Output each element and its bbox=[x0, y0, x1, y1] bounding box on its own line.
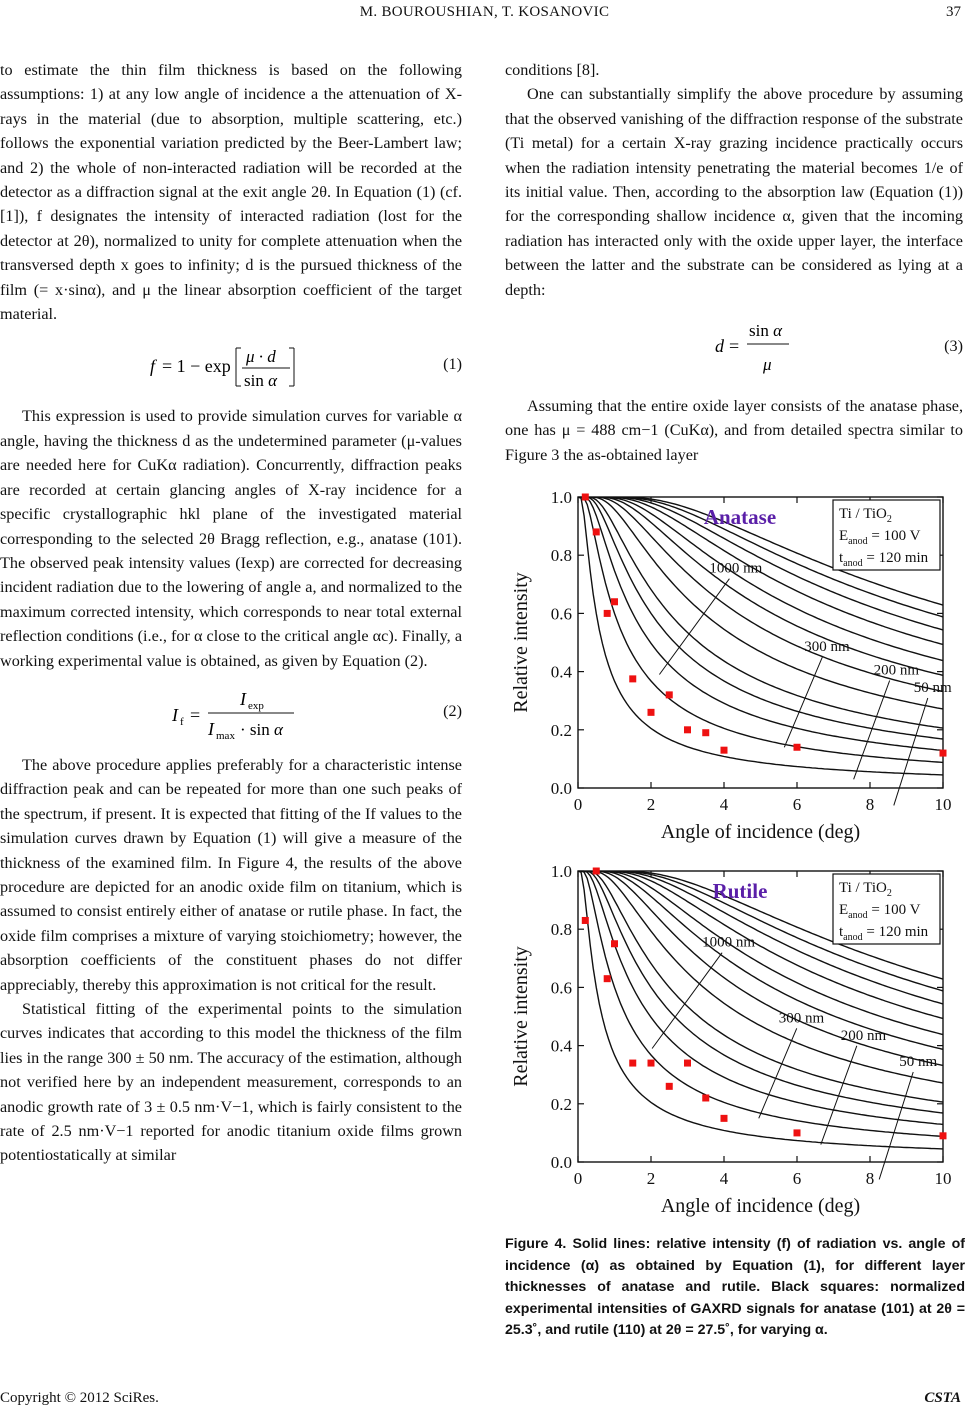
leader-line bbox=[759, 1028, 797, 1118]
x-tick-label: 0 bbox=[573, 1169, 583, 1188]
paragraph: to estimate the thin film thickness is based on the following assumptions: 1) at any low angle of incidence a the attenuation of X-rays in the material (due to absorption, multiple scattering, etc.) follows the exponential variation predicted by the Beer-Lambert law; and 2) the whole of non-interacted radiation will be recorded at the detector as a diffraction signal at the exit angle 2θ. In Equation (1) (cf. [1]), f designates the intensity of interacted radiation (lost for the detector at 2θ), normalized to unity for complete attenuation when the transversed depth x goes to infinity; d is the pursued thickness of the film (= x·sinα), and μ the linear absorption coefficient of the target material. bbox=[0, 61, 462, 324]
data-point bbox=[604, 975, 611, 982]
x-tick-label: 10 bbox=[934, 1169, 952, 1188]
equation-number: (1) bbox=[443, 355, 462, 374]
info-box-line: $E_{anod} = 100$ V bbox=[839, 902, 921, 921]
anatase-chart bbox=[505, 478, 967, 850]
data-point bbox=[940, 1132, 947, 1139]
leader-line bbox=[821, 1046, 857, 1145]
svg-text:max: max bbox=[216, 729, 235, 742]
curve-label: 200 nm bbox=[873, 662, 920, 679]
paragraph: The above procedure applies preferably for a characteristic intense diffraction peak and can be repeated for more than one such peaks of the spectrum, if present. It is expected that fitting of the If values to the simulation curves drawn by Equation (1) will give a measure of the thickness of the examined film. In Figure 4, the results of the above procedure are depicted for an anodic oxide film on titanium, which is assumed to consist entirely either of anatase or rutile phase. In fact, the oxide film comprises a mixture of varying stoichiometry; however, the absorption coefficients of the constituent phases do not differ appreciably, thereby this approximation is not critical for the result. bbox=[0, 755, 462, 994]
journal-name: CSTA bbox=[924, 1390, 961, 1406]
equation-2-formula bbox=[0, 681, 380, 743]
y-tick-label: 0.2 bbox=[550, 720, 572, 740]
svg-text:μ: μ bbox=[763, 355, 772, 375]
right-column bbox=[505, 58, 963, 467]
x-tick-label: 2 bbox=[646, 795, 656, 814]
data-point bbox=[648, 1060, 655, 1067]
running-title: M. BOUROUSHIAN, T. KOSANOVIC bbox=[359, 4, 610, 20]
svg-text:f: f bbox=[180, 715, 184, 728]
paragraph: This expression is used to provide simulation curves for variable α angle, having the thickness d as the undetermined parameter (μ-values are needed here for CuKα radiation). Concurrently, diffraction peaks are recorded at certain glancing angles of X-ray incidence for a specific crystallographic hkl plane of the investigated material corresponding to the selected 2θ Bragg reflection, e.g., anatase (101). The observed peak intensity values (Iexp) are corrected for decreasing incident radiation due to the lowering of angle a, and normalized to the maximum corrected intensity, which corresponds to near total external reflection conditions (i.e., for α close to the critical angle αc). Finally, a working experimental value is obtained, as given by Equation (2). bbox=[0, 407, 462, 670]
page-number: 37 bbox=[946, 4, 961, 20]
equation-number: (3) bbox=[944, 337, 963, 356]
figure-panel-anatase bbox=[505, 478, 967, 855]
curve-label: 1000 nm bbox=[702, 934, 756, 951]
equation-3-formula bbox=[505, 310, 885, 384]
x-tick-label: 4 bbox=[719, 1169, 729, 1188]
data-point bbox=[611, 598, 618, 605]
x-axis-label: Angle of incidence (deg) bbox=[660, 1195, 861, 1217]
svg-text:· sin α: · sin α bbox=[240, 719, 283, 739]
data-point bbox=[604, 610, 611, 617]
curve-label: 300 nm bbox=[778, 1010, 825, 1027]
left-column bbox=[0, 58, 462, 1168]
y-axis-label: Relative intensity bbox=[510, 946, 532, 1087]
y-tick-label: 1.0 bbox=[550, 862, 572, 881]
svg-text:I: I bbox=[240, 688, 246, 709]
rutile-chart bbox=[505, 852, 967, 1224]
curve-label: 200 nm bbox=[840, 1027, 887, 1044]
figure-panel-rutile bbox=[505, 852, 967, 1229]
svg-text:I: I bbox=[208, 718, 214, 739]
svg-text:=: = bbox=[190, 704, 201, 725]
data-point bbox=[794, 1129, 801, 1136]
data-point bbox=[582, 494, 589, 501]
data-point bbox=[582, 917, 589, 924]
curve-label: 300 nm bbox=[804, 639, 850, 656]
svg-text:μ · d: μ · d bbox=[246, 347, 276, 367]
data-point bbox=[794, 744, 801, 751]
copyright: Copyright © 2012 SciRes. bbox=[0, 1390, 159, 1406]
figure-caption: Figure 4. Solid lines: relative intensity (f) of radiation vs. angle of incidence (α) as obtained by Equation (1), for different layer thicknesses of anatase and rutile. Black squares: normalized experimental intensities of GAXRD signals for anatase (101) at 2θ = 25.3˚, and rutile (110) at 2θ = 27.5˚, for varying α. bbox=[505, 1236, 965, 1338]
curve-label: 50 nm bbox=[913, 679, 952, 696]
svg-text:d: d bbox=[715, 336, 724, 357]
data-point bbox=[629, 675, 636, 682]
info-box-line: Ti / TiO$_2$ bbox=[839, 506, 892, 525]
y-tick-label: 0.2 bbox=[550, 1094, 572, 1114]
y-tick-label: 0.4 bbox=[550, 1036, 572, 1056]
data-point bbox=[648, 709, 655, 716]
leader-line bbox=[854, 681, 890, 780]
svg-text:exp: exp bbox=[248, 699, 264, 712]
svg-text:= 1 − exp: = 1 − exp bbox=[162, 356, 231, 377]
x-tick-label: 4 bbox=[719, 795, 729, 814]
leader-line bbox=[652, 953, 722, 1049]
leader-line bbox=[894, 698, 928, 805]
y-tick-label: 0.0 bbox=[550, 779, 572, 798]
info-box-line: $t_{anod} = 120$ min bbox=[839, 924, 929, 943]
equation-1 bbox=[0, 334, 462, 394]
equation-3 bbox=[505, 310, 963, 384]
data-point bbox=[940, 750, 947, 757]
data-point bbox=[593, 868, 600, 875]
x-tick-label: 8 bbox=[865, 1169, 875, 1188]
x-tick-label: 10 bbox=[934, 795, 952, 814]
x-tick-label: 2 bbox=[646, 1169, 656, 1188]
data-point bbox=[629, 1060, 636, 1067]
equation-1-formula bbox=[0, 334, 380, 394]
equation-number: (2) bbox=[443, 701, 462, 720]
svg-text:I: I bbox=[172, 704, 178, 725]
y-tick-label: 0.4 bbox=[550, 662, 572, 682]
data-point bbox=[702, 729, 709, 736]
equation-2 bbox=[0, 681, 462, 743]
data-point bbox=[702, 1094, 709, 1101]
x-tick-label: 6 bbox=[792, 1169, 802, 1188]
info-box-line: $E_{anod} = 100$ V bbox=[839, 528, 921, 547]
y-tick-label: 0.8 bbox=[550, 920, 572, 940]
y-tick-label: 0.0 bbox=[550, 1153, 572, 1172]
info-box bbox=[833, 874, 940, 944]
data-point bbox=[684, 1060, 691, 1067]
y-tick-label: 0.6 bbox=[550, 604, 572, 624]
x-tick-label: 6 bbox=[792, 795, 802, 814]
y-tick-label: 1.0 bbox=[550, 488, 572, 507]
panel-title: Anatase bbox=[703, 505, 777, 529]
info-box-line: Ti / TiO$_2$ bbox=[839, 880, 892, 899]
paragraph: Assuming that the entire oxide layer consists of the anatase phase, one has μ = 488 cm−1 (CuKα), and from detailed spectra similar to Figure 3 the as-obtained layer bbox=[505, 397, 963, 464]
curve-label: 50 nm bbox=[899, 1053, 938, 1070]
info-box-line: $t_{anod} = 120$ min bbox=[839, 550, 929, 569]
data-point bbox=[721, 1115, 728, 1122]
x-tick-label: 8 bbox=[865, 795, 875, 814]
curve-label: 1000 nm bbox=[709, 560, 763, 577]
data-point bbox=[611, 940, 618, 947]
svg-text:sin α: sin α bbox=[749, 321, 783, 341]
paragraph: One can substantially simplify the above procedure by assuming that the observed vanishing of the diffraction response of the substrate (Ti metal) for a certain X-ray grazing incidence practically occurs when the radiation intensity penetrating the material becomes 1/e of its initial value. Then, according to the absorption law (Equation (1)) for the corresponding shallow incidence α, given that the incoming radiation has interacted only with the oxide upper layer, the interface between the latter and the substrate can be considered as lying at a depth: bbox=[505, 85, 963, 299]
data-point bbox=[666, 691, 673, 698]
panel-title: Rutile bbox=[712, 879, 768, 903]
paragraph: conditions [8]. bbox=[505, 61, 600, 79]
leader-line bbox=[879, 1072, 913, 1179]
data-point bbox=[684, 726, 691, 733]
y-tick-label: 0.6 bbox=[550, 978, 572, 998]
svg-text:f: f bbox=[150, 356, 156, 377]
info-box bbox=[833, 500, 940, 570]
paragraph: Statistical fitting of the experimental points to the simulation curves indicates that according to this model the thickness of the film lies in the range 300 ± 50 nm. The accuracy of the estimation, although not verified here by an independent measurement, corresponds to an anodic growth rate of 3 ± 0.5 nm·V−1, which is fairly consistent to the rate of 2.5 nm·V−1 reported for anodic titanium oxide films grown potentiostatically at similar bbox=[0, 1000, 462, 1165]
svg-text:sin α: sin α bbox=[244, 371, 278, 391]
x-axis-label: Angle of incidence (deg) bbox=[660, 821, 861, 843]
y-axis-label: Relative intensity bbox=[510, 572, 532, 713]
y-tick-label: 0.8 bbox=[550, 546, 572, 566]
page-header bbox=[0, 0, 969, 30]
x-tick-label: 0 bbox=[573, 795, 583, 814]
data-point bbox=[666, 1083, 673, 1090]
svg-text:=: = bbox=[729, 336, 740, 357]
data-point bbox=[593, 528, 600, 535]
data-point bbox=[721, 747, 728, 754]
